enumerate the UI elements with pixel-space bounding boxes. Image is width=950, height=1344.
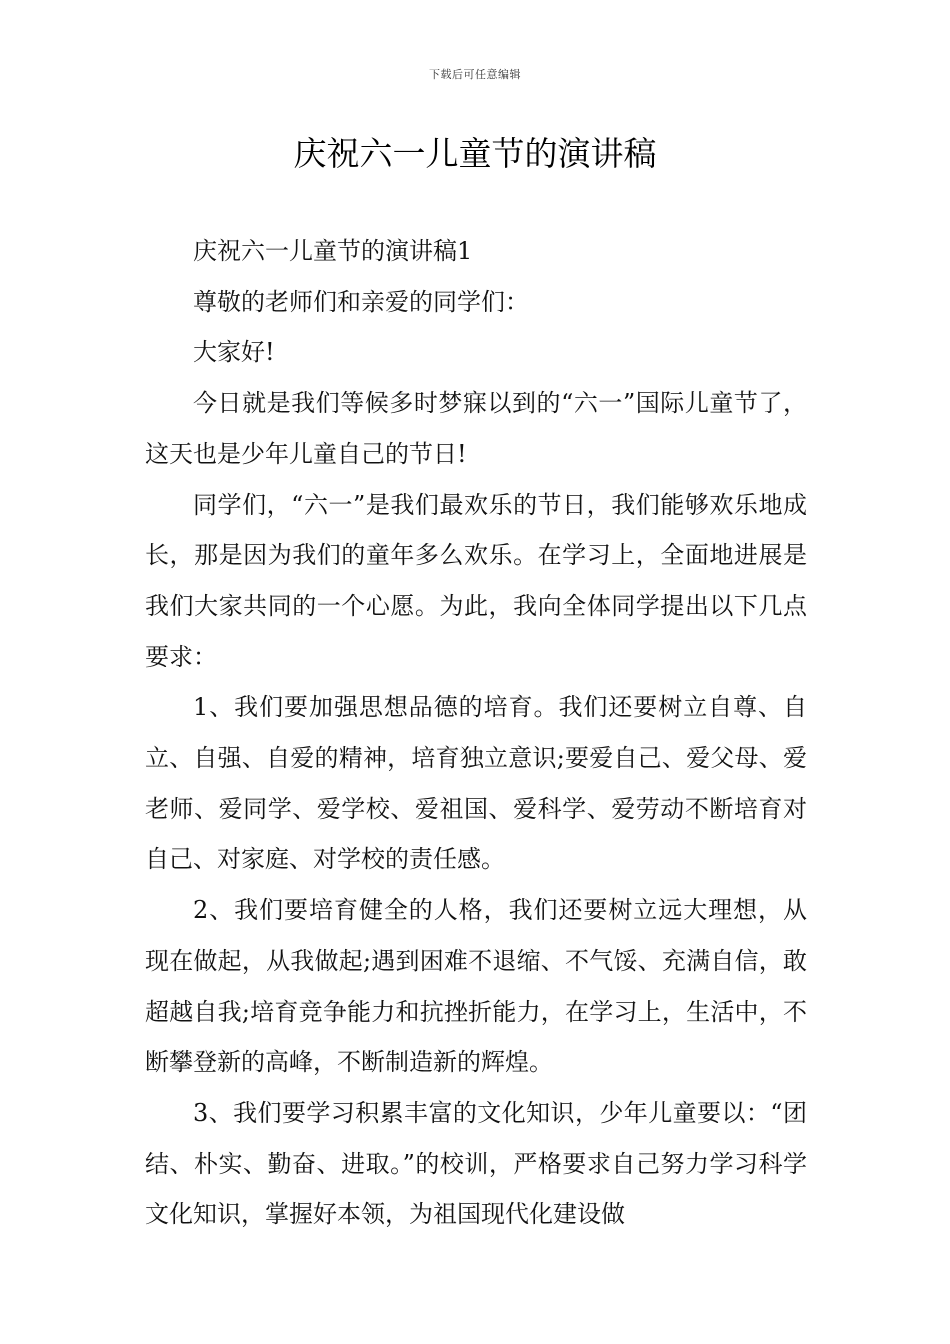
paragraph-point-1: 1、我们要加强思想品德的培育。我们还要树立自尊、自立、自强、自爱的精神，培育独立意识;要爱自己、爱父母、爱老师、爱同学、爱学校、爱祖国、爱科学、爱劳动不断培育对自己、对家庭、对学校的责任感。 <box>145 693 807 874</box>
paragraph-requirements: 同学们，“六一”是我们最欢乐的节日，我们能够欢乐地成长，那是因为我们的童年多么欢乐。在学习上，全面地进展是我们大家共同的一个心愿。为此，我向全体同学提出以下几点要求： <box>145 490 807 671</box>
paragraph-point-3: 3、我们要学习积累丰富的文化知识，少年儿童要以：“团结、朴实、勤奋、进取。”的校训，严格要求自己努力学习科学文化知识，掌握好本领，为祖国现代化建设做 <box>145 1098 807 1229</box>
paragraph-greeting: 大家好! <box>193 338 275 367</box>
paragraph-subtitle: 庆祝六一儿童节的演讲稿1 <box>193 237 473 265</box>
paragraph-salutation: 尊敬的老师们和亲爱的同学们： <box>193 287 529 316</box>
paragraph-intro: 今日就是我们等候多时梦寐以到的“六一”国际儿童节了，这天也是少年儿童自己的节日! <box>145 389 807 468</box>
header-note: 下载后可任意编辑 <box>429 68 521 81</box>
document-title: 庆祝六一儿童节的演讲稿 <box>293 134 657 173</box>
document-body <box>145 226 807 1240</box>
paragraph-point-2: 2、我们要培育健全的人格，我们还要树立远大理想，从现在做起，从我做起;遇到困难不退缩、不气馁、充满自信，敢超越自我;培育竞争能力和抗挫折能力，在学习上，生活中，不断攀登新的高峰，不断制造新的辉煌。 <box>145 896 807 1077</box>
